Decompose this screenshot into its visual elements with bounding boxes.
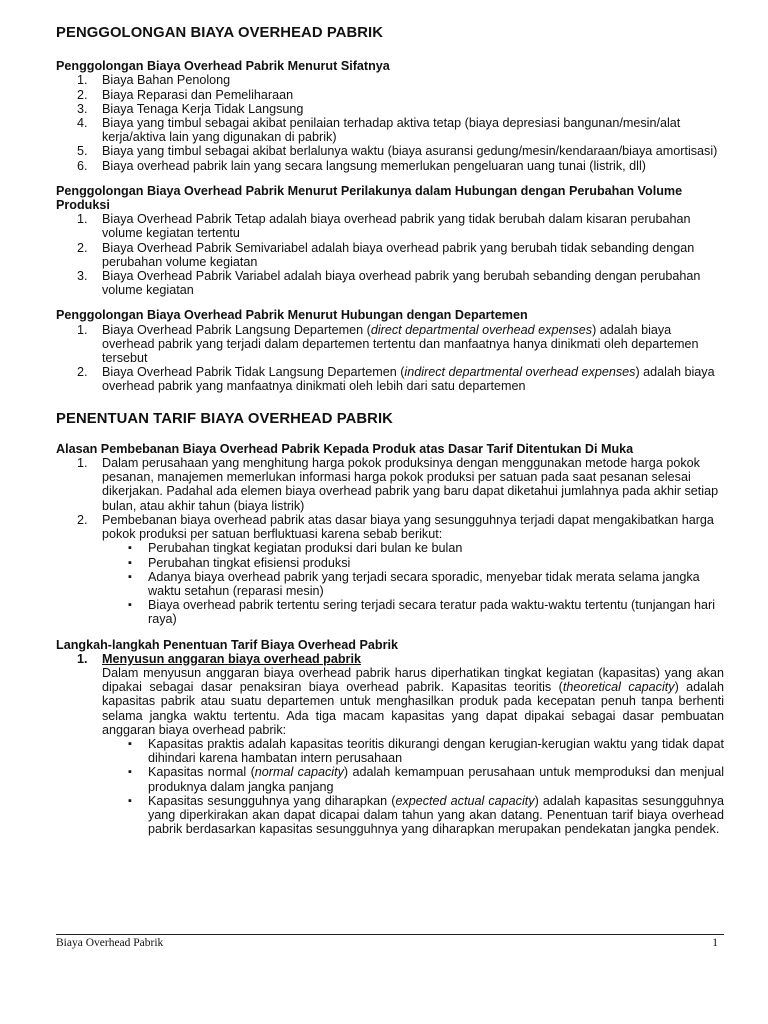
bullet-item: ▪ Adanya biaya overhead pabrik yang terjadi secara sporadic, menyebar tidak merata selama jangka waktu setahun (reparasi mesin) [102,570,724,598]
page-number: 1 [712,937,718,949]
list-item: 1. Menyusun anggaran biaya overhead pabrik Dalam menyusun anggaran biaya overhead pabrik harus diperhatikan tingkat kegiatan (kapasitas) yang akan dipakai sebagai dasar penaksiran biaya overhead pabrik. Kapasitas teoritis (theoretical capacity) adalah kapasitas pabrik atau suatu departemen untuk menghasilkan produk pada kecepatan penuh tanpa berhenti selama jangka waktu tertentu. Ada tiga macam kapasitas yang dapat dipakai sebagai dasar pembuatan anggaran biaya overhead pabrik: ▪ Kapasitas praktis adalah kapasitas teoritis dikurangi dengan kerugian-kerugian waktu yang tidak dapat dihindari karena hambatan intern perusahaan ▪ Kapasitas normal (normal capacity) adalah kemampuan perusahaan untuk memproduksi dan menjual produknya dalam jangka panjang ▪ Kapasitas sesungguhnya yang diharapkan (expected actual capacity) adalah kapasitas sesungguhnya yang diperkirakan akan dapat dicapai dalam tahun yang akan datang. Penentuan tarif biaya overhead pabrik berdasarkan kapasitas sesungguhnya yang diharapkan merupakan pendekatan jangka pendek. [56,652,724,837]
list-item: 1. Biaya Overhead Pabrik Langsung Departemen (direct departmental overhead expenses) adalah biaya overhead pabrik yang terjadi dalam departemen tertentu dan manfaatnya hanya dinikmati oleh departemen tersebut [77,322,699,366]
section-title: Penggolongan Biaya Overhead Pabrik Menurut Perilakunya dalam Hubungan dengan Perubahan Volume Produksi [56,183,683,213]
footer-title: Biaya Overhead Pabrik [56,937,164,949]
step-paragraph: Dalam menyusun anggaran biaya overhead pabrik harus diperhatikan tingkat kegiatan (kapasitas) yang akan dipakai sebagai dasar penaksiran biaya overhead pabrik. Kapasitas teoritis (theoretical capacity) adalah kapasitas pabrik atau suatu departemen untuk menghasilkan produk pada kecepatan penuh tanpa berhenti selama jangka waktu tertentu. Ada tiga macam kapasitas yang dapat dipakai sebagai dasar pembuatan anggaran biaya overhead pabrik: [102,665,724,737]
list-item: 2. Biaya Overhead Pabrik Tidak Langsung Departemen (indirect departmental overhead expenses) adalah biaya overhead pabrik yang manfaatnya dinikmati oleh lebih dari satu departemen [77,365,715,394]
bullet-item: ▪ Kapasitas normal (normal capacity) adalah kemampuan perusahaan untuk memproduksi dan menjual produknya dalam jangka panjang [102,765,724,793]
list-item: 1. Dalam perusahaan yang menghitung harga pokok produksinya dengan menggunakan metode harga pokok pesanan, manajemen memerlukan informasi harga pokok produksi per satuan pada saat pesanan selesai dikerjakan. Padahal ada elemen biaya overhead pabrik yang baru dapat diketahui jumlahnya pada akhir setiap bulan, atau akhir tahun (biaya listrik) [77,456,719,513]
footer-divider [56,934,724,935]
section-title: Alasan Pembebanan Biaya Overhead Pabrik Kepada Produk atas Dasar Tarif Ditentukan Di Muka [56,441,634,456]
list-item: 3. Biaya Tenaga Kerja Tidak Langsung [77,101,304,116]
list-item: 2. Pembebanan biaya overhead pabrik atas dasar biaya yang sesungguhnya terjadi dapat mengakibatkan harga pokok produksi per satuan berfluktuasi karena sebab berikut: ▪ Perubahan tingkat kegiatan produksi dari bulan ke bulan ▪ Perubahan tingkat efisiensi produksi ▪ Adanya biaya overhead pabrik yang terjadi secara sporadic, menyebar tidak merata selama jangka waktu setahun (reparasi mesin) ▪ Biaya overhead pabrik tertentu sering terjadi secara teratur pada waktu-waktu tertentu (tunjangan hari raya) [56,513,724,627]
list-item: 6. Biaya overhead pabrik lain yang secara langsung memerlukan pengeluaran uang tunai (listrik, dll) [77,158,646,173]
section-title: Langkah-langkah Penentuan Tarif Biaya Overhead Pabrik [56,637,398,652]
list-item: 1. Biaya Overhead Pabrik Tetap adalah biaya overhead pabrik yang tidak berubah dalam kisaran perubahan volume kegiatan tertentu [77,212,691,241]
main-heading: PENGGOLONGAN BIAYA OVERHEAD PABRIK [56,25,384,41]
section-sifat [56,59,724,173]
list-item: 3. Biaya Overhead Pabrik Variabel adalah biaya overhead pabrik yang berubah sebanding dengan perubahan volume kegiatan [77,269,701,298]
section-title: Penggolongan Biaya Overhead Pabrik Menurut Sifatnya [56,59,390,74]
step-title: Menyusun anggaran biaya overhead pabrik [102,651,361,666]
page-footer [56,937,724,949]
section-alasan [56,442,724,627]
list-item: 2. Biaya Reparasi dan Pemeliharaan [77,87,294,102]
bullet-item: ▪ Kapasitas praktis adalah kapasitas teoritis dikurangi dengan kerugian-kerugian waktu yang tidak dapat dihindari karena hambatan intern perusahaan [102,737,724,765]
section-langkah [56,638,724,837]
list-item: 5. Biaya yang timbul sebagai akibat berlalunya waktu (biaya asuransi gedung/mesin/kendaraan/biaya amortisasi) [77,144,718,159]
second-heading: PENENTUAN TARIF BIAYA OVERHEAD PABRIK [56,410,393,427]
bullet-item: ▪ Perubahan tingkat kegiatan produksi dari bulan ke bulan [102,541,724,555]
list-item: 4. Biaya yang timbul sebagai akibat penilaian terhadap aktiva tetap (biaya depresiasi bangunan/mesin/alat kerja/aktiva lain yang digunakan di pabrik) [77,116,681,145]
section-title: Penggolongan Biaya Overhead Pabrik Menurut Hubungan dengan Departemen [56,308,528,323]
bullet-item: ▪ Kapasitas sesungguhnya yang diharapkan (expected actual capacity) adalah kapasitas sesungguhnya yang diperkirakan akan dapat dicapai dalam tahun yang akan datang. Penentuan tarif biaya overhead pabrik berdasarkan kapasitas sesungguhnya yang diharapkan merupakan pendekatan jangka pendek. [102,794,724,837]
list-item: 1. Biaya Bahan Penolong [77,73,231,88]
bullet-item: ▪ Perubahan tingkat efisiensi produksi [102,556,724,570]
document-page [56,26,724,847]
list-item: 2. Biaya Overhead Pabrik Semivariabel adalah biaya overhead pabrik yang berubah tidak sebanding dengan perubahan volume kegiatan [77,240,695,269]
bullet-item: ▪ Biaya overhead pabrik tertentu sering terjadi secara teratur pada waktu-waktu tertentu (tunjangan hari raya) [102,598,724,626]
section-departemen [56,308,724,393]
section-perilaku [56,184,724,298]
